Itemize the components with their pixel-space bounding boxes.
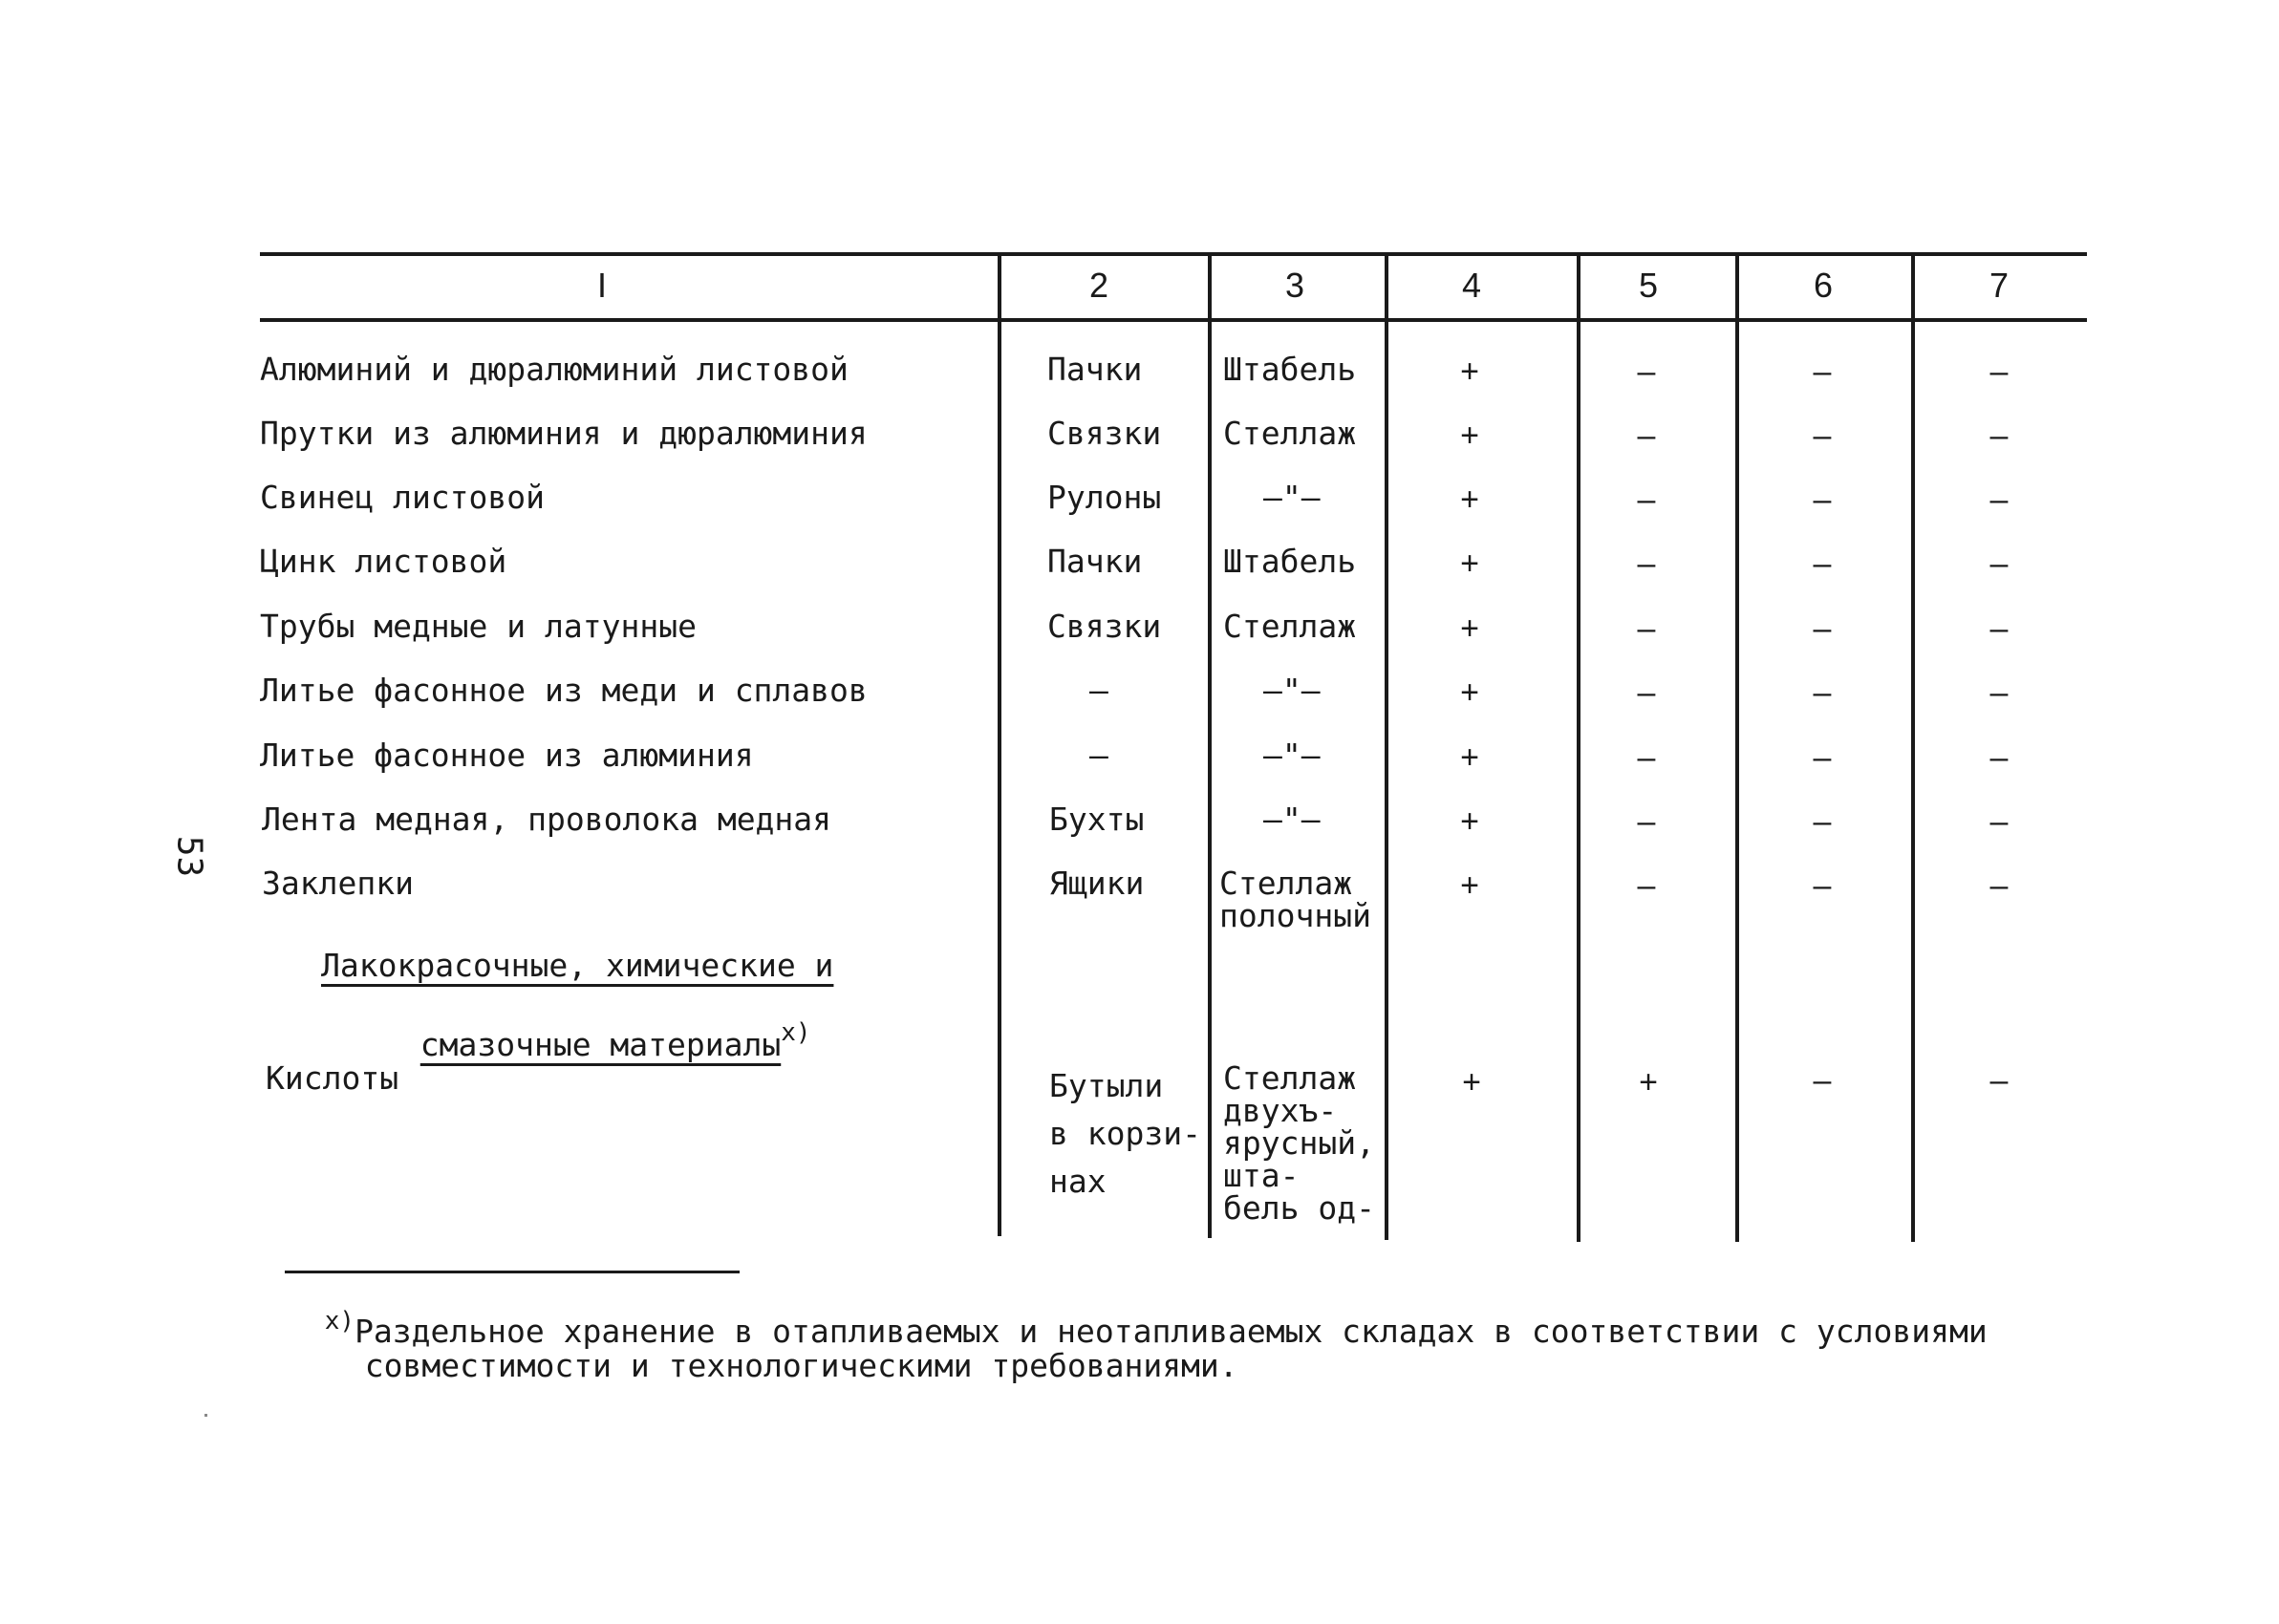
footnote-line1: Раздельное хранение в отапливаемых и неотапливаемых складах в соответствии с условиями [355,1313,1988,1350]
header-col-7: 7 [1989,266,2010,305]
table-row-storage: Стеллаж [1223,608,1357,645]
table-row-c4: + [1460,353,1479,390]
table-row-c4: + [1460,610,1479,647]
table-row-pack: Пачки [1047,543,1143,580]
table-row-storage: Стеллаж двухъ- ярусный, шта- бель од- [1223,1059,1375,1227]
table-row-storage: Штабель [1223,351,1357,388]
table-row-name: Литье фасонное из меди и сплавов [260,672,868,709]
header-col-5: 5 [1638,266,1659,305]
table-row-c4: + [1460,803,1479,840]
table-row-c6: – [1813,545,1832,582]
table-row-storage: Штабель [1223,543,1357,580]
table-row-c4: + [1460,417,1479,454]
table-row-name: Прутки из алюминия и дюралюминия [260,415,868,452]
table-row-c6: – [1813,674,1832,711]
table-row-name: Кислоты [266,1059,399,1097]
table-row-storage: Стеллаж полочный [1219,865,1371,934]
page-number: 53 [169,835,209,878]
footnote-line2: совместимости и технологическими требованиями. [364,1347,1238,1384]
table-row-pack: Ящики [1049,865,1145,902]
table-row-storage: Стеллаж [1223,415,1357,452]
section-footnote-mark: x) [781,1018,811,1047]
table-top-rule [260,252,2087,256]
header-col-4: 4 [1461,266,1482,305]
table-row-c7: – [1989,545,2009,582]
header-col-2: 2 [1088,266,1109,305]
table-row-c6: – [1813,481,1832,518]
table-row-name: Заклепки [262,865,414,902]
table-row-c5: – [1637,481,1656,518]
column-divider [998,254,1001,1236]
table-row-name: Литье фасонное из алюминия [260,737,754,774]
table-row-c6: – [1813,417,1832,454]
table-row-c7: – [1989,1062,2009,1099]
table-row-c5: – [1637,867,1656,904]
table-row-pack: – [1089,737,1108,774]
table-row-c7: – [1989,674,2009,711]
section-title-line1: Лакокрасочные, химические и [321,947,834,984]
table-row-name: Алюминий и дюралюминий листовой [260,351,849,388]
table-row-pack: Бутыли в корзи- нах [1049,1067,1201,1200]
table-row-c5: + [1639,1064,1658,1100]
table-row-c7: – [1989,739,2009,776]
header-col-1: I [596,266,607,305]
table-row-pack: Связки [1047,608,1162,645]
footnote-rule [285,1271,740,1273]
table-row-c7: – [1989,803,2009,840]
table-row-name: Свинец листовой [260,479,546,516]
scan-speck [204,1414,207,1417]
header-col-3: 3 [1284,266,1305,305]
table-row-c6: – [1813,739,1832,776]
table-row-c4: + [1460,674,1479,711]
table-row-pack: – [1089,672,1108,709]
footnote-line2-wrap [327,1314,1238,1383]
table-row-c6: – [1813,1062,1832,1099]
table-row-c7: – [1989,353,2009,390]
section-title-line2-wrap [382,996,811,1064]
column-divider [1911,254,1915,1242]
table-row-c7: – [1989,867,2009,904]
table-row-c5: – [1637,674,1656,711]
table-row-c5: – [1637,353,1656,390]
table-row-pack: Связки [1047,415,1162,452]
table-row-c6: – [1813,803,1832,840]
table-row-pack: Рулоны [1047,479,1162,516]
table-row-c4: + [1460,867,1479,904]
table-row-c6: – [1813,867,1832,904]
table-row-c5: – [1637,803,1656,840]
table-header-rule [260,318,2087,322]
footnote-mark: x) [324,1307,355,1336]
table-row-storage: –"– [1263,672,1321,709]
table-row-c4: + [1460,545,1479,582]
table-row-c4: + [1462,1064,1481,1100]
table-row-c6: – [1813,353,1832,390]
table-row-c7: – [1989,417,2009,454]
table-row-name: Цинк листовой [260,543,507,580]
table-row-c5: – [1637,417,1656,454]
table-row-pack: Пачки [1047,351,1143,388]
column-divider [1208,254,1212,1238]
table-row-storage: –"– [1263,737,1321,774]
table-row-c5: – [1637,545,1656,582]
table-row-c4: + [1460,739,1479,776]
table-row-storage: –"– [1263,479,1321,516]
table-row-c5: – [1637,610,1656,647]
column-divider [1385,254,1388,1240]
column-divider [1735,254,1739,1242]
table-row-name: Лента медная, проволока медная [262,801,832,838]
column-divider [1577,254,1580,1242]
table-row-c7: – [1989,610,2009,647]
header-col-6: 6 [1813,266,1834,305]
table-row-c5: – [1637,739,1656,776]
table-row-c6: – [1813,610,1832,647]
table-row-c4: + [1460,481,1479,518]
section-title-line2: смазочные материалы [419,1026,782,1063]
table-row-name: Трубы медные и латунные [260,608,697,645]
table-row-c7: – [1989,481,2009,518]
table-row-pack: Бухты [1049,801,1145,838]
table-row-storage: –"– [1263,801,1321,838]
